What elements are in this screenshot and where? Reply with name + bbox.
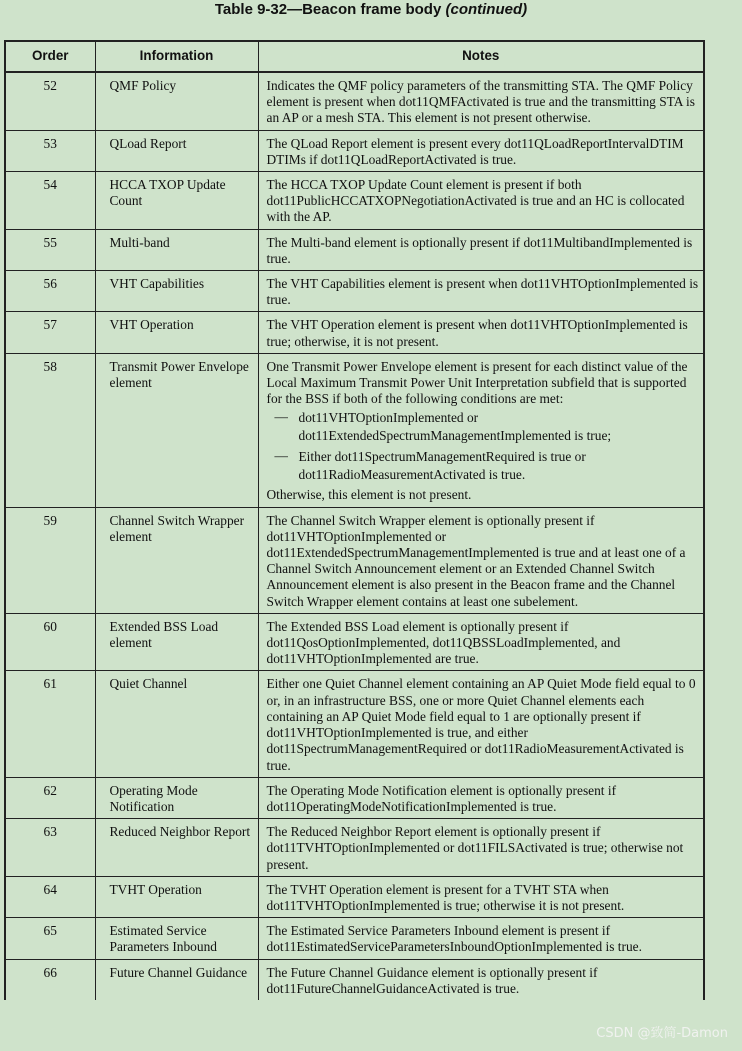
table-row <box>5 229 704 270</box>
notes-cell <box>258 271 704 312</box>
table-row <box>5 507 704 613</box>
notes-cell <box>258 777 704 818</box>
notes-cell <box>258 671 704 777</box>
notes-text: The VHT Operation element is present when dot11VHTOptionImplemented is true; otherwise, it is not present. <box>266 317 688 349</box>
table-row <box>5 819 704 877</box>
information-cell: Multi-band <box>95 229 258 270</box>
order-cell: 53 <box>5 130 95 171</box>
order-cell: 65 <box>5 918 95 959</box>
notes-text: The HCCA TXOP Update Count element is present if both dot11PublicHCCATXOPNegotiationActivated is true and an HC is collocated with the AP. <box>266 177 685 225</box>
table-row <box>5 130 704 171</box>
information-cell: Transmit Power Envelope element <box>95 353 258 507</box>
order-cell: 59 <box>5 507 95 613</box>
table-row <box>5 876 704 917</box>
notes-cell <box>258 72 704 130</box>
order-cell: 60 <box>5 613 95 671</box>
table-row <box>5 172 704 230</box>
notes-cell <box>258 172 704 230</box>
order-cell: 52 <box>5 72 95 130</box>
notes-cell <box>258 312 704 353</box>
information-cell: Reduced Neighbor Report <box>95 819 258 877</box>
table-continued-label: (continued) <box>445 1 528 18</box>
notes-cell <box>258 507 704 613</box>
order-cell: 55 <box>5 229 95 270</box>
notes-list-item <box>275 448 700 484</box>
notes-cell <box>258 613 704 671</box>
table-header-row <box>5 41 704 72</box>
table-row <box>5 312 704 353</box>
dash-bullet: — <box>274 409 288 425</box>
watermark: CSDN @致简-Damon <box>596 1026 728 1041</box>
notes-text: The Channel Switch Wrapper element is optionally present if dot11VHTOptionImplemented or dot11ExtendedSpectrumManagementImplemented is true and at least one of a Channel Switch Announcement element or an Extended Channel Switch Announcement element is also present in the Beacon frame and the Channel Switch Wrapper element contains at least one subelement. <box>266 512 686 609</box>
notes-cell <box>258 876 704 917</box>
notes-text-after: Otherwise, this element is not present. <box>266 487 472 503</box>
notes-text: The Estimated Service Parameters Inbound element is present if dot11EstimatedServiceParametersInboundOptionImplemented is true. <box>266 923 642 955</box>
order-cell: 63 <box>5 819 95 877</box>
notes-text: The Extended BSS Load element is optionally present if dot11QosOptionImplemented, dot11QBSSLoadImplemented, and dot11VHTOptionImplemented are true. <box>266 618 621 667</box>
notes-text: The Multi-band element is optionally present if dot11MultibandImplemented is true. <box>266 234 693 266</box>
information-column-header: Information <box>95 41 258 72</box>
table-title: Table 9-32—Beacon frame body <box>214 1 442 18</box>
order-cell: 58 <box>5 353 95 507</box>
table-row <box>5 353 704 507</box>
beacon-frame-body-table <box>4 40 705 1000</box>
table-row <box>5 72 704 130</box>
dash-bullet: — <box>274 448 288 464</box>
table-row <box>5 271 704 312</box>
table-caption <box>0 0 742 22</box>
notes-cell <box>258 229 704 270</box>
notes-cell <box>258 819 704 877</box>
notes-cell <box>258 353 704 507</box>
information-cell: Extended BSS Load element <box>95 613 258 671</box>
notes-cell <box>258 959 704 1000</box>
notes-text: The Reduced Neighbor Report element is optionally present if dot11TVHTOptionImplemented or dot11FILSActivated is true; otherwise not present. <box>266 824 684 872</box>
notes-list-item <box>275 409 700 445</box>
order-column-header: Order <box>5 41 95 72</box>
notes-column-header: Notes <box>258 41 704 72</box>
notes-list-item-text: Either dot11SpectrumManagementRequired is true or dot11RadioMeasurementActivated is true. <box>298 449 586 483</box>
order-cell: 64 <box>5 876 95 917</box>
information-cell: Estimated Service Parameters Inbound <box>95 918 258 959</box>
notes-cell <box>258 918 704 959</box>
notes-text: The VHT Capabilities element is present when dot11VHTOptionImplemented is true. <box>266 276 699 308</box>
information-cell: HCCA TXOP Update Count <box>95 172 258 230</box>
information-cell: QLoad Report <box>95 130 258 171</box>
notes-text: The Operating Mode Notification element is optionally present if dot11OperatingModeNotificationImplemented is true. <box>266 782 617 814</box>
order-cell: 57 <box>5 312 95 353</box>
table-row <box>5 613 704 671</box>
notes-text: One Transmit Power Envelope element is present for each distinct value of the Local Maximum Transmit Power Unit Interpretation subfield that is supported for the BSS if both of the following conditions are met: <box>266 358 688 407</box>
notes-list-item-text: dot11VHTOptionImplemented or dot11ExtendedSpectrumManagementImplemented is true; <box>298 410 612 444</box>
information-cell: Channel Switch Wrapper element <box>95 507 258 613</box>
notes-text: Indicates the QMF policy parameters of the transmitting STA. The QMF Policy element is present when dot11QMFActivated is true and the transmitting STA is an AP or a mesh STA. This element is not present otherwise. <box>266 78 695 126</box>
information-cell: Future Channel Guidance <box>95 959 258 1000</box>
information-cell: VHT Capabilities <box>95 271 258 312</box>
order-cell: 61 <box>5 671 95 777</box>
table-row <box>5 959 704 1000</box>
table-row <box>5 918 704 959</box>
order-cell: 66 <box>5 959 95 1000</box>
order-cell: 56 <box>5 271 95 312</box>
information-cell: VHT Operation <box>95 312 258 353</box>
notes-text: The QLoad Report element is present every dot11QLoadReportIntervalDTIM DTIMs if dot11QLoadReportActivated is true. <box>266 135 684 167</box>
information-cell: QMF Policy <box>95 72 258 130</box>
notes-text: Either one Quiet Channel element containing an AP Quiet Mode field equal to 0 or, in an infrastructure BSS, one or more Quiet Channel elements each containing an AP Quiet Mode field equal to 1 are optionally present if dot11VHTOptionImplemented is true, and either dot11SpectrumManagementRequired or dot11RadioMeasurementActivated is true. <box>266 676 696 773</box>
notes-cell <box>258 130 704 171</box>
notes-text: The TVHT Operation element is present for a TVHT STA when dot11TVHTOptionImplemented is true; otherwise it is not present. <box>266 881 625 913</box>
information-cell: Quiet Channel <box>95 671 258 777</box>
table-row <box>5 671 704 777</box>
table-row <box>5 777 704 818</box>
information-cell: Operating Mode Notification <box>95 777 258 818</box>
notes-text: The Future Channel Guidance element is optionally present if dot11FutureChannelGuidanceActivated is true. <box>266 964 598 996</box>
information-cell: TVHT Operation <box>95 876 258 917</box>
order-cell: 54 <box>5 172 95 230</box>
order-cell: 62 <box>5 777 95 818</box>
